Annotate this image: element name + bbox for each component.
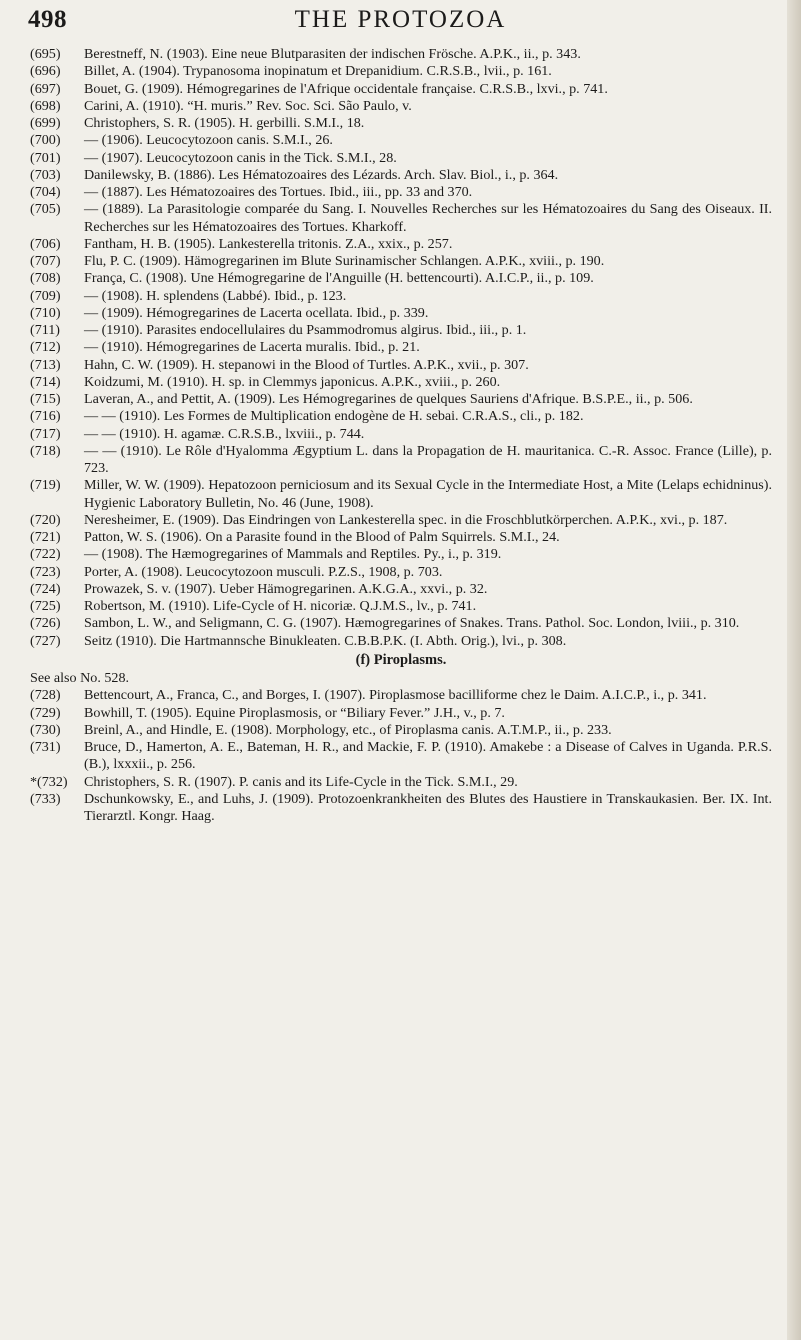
bibliography-entry xyxy=(30,512,772,529)
entry-citation: Neresheimer, E. (1909). Das Eindringen von Lankesterella spec. in die Froschblutkörperchen. A.P.K., xvi., p. 187. xyxy=(84,511,728,528)
bibliography-entry xyxy=(30,115,772,132)
entry-citation: Koidzumi, M. (1910). H. sp. in Clemmys japonicus. A.P.K., xviii., p. 260. xyxy=(84,373,501,390)
entry-citation: Flu, P. C. (1909). Hämogregarinen im Blute Surinamischer Schlangen. A.P.K., xviii., p. 190. xyxy=(84,253,605,269)
entry-citation: Laveran, A., and Pettit, A. (1909). Les Hémogregarines de quelques Sauriens d'Afrique. B.S.P.E., ii., p. 506. xyxy=(84,391,693,407)
entry-number: (703) xyxy=(30,166,61,183)
entry-citation: — — (1910). Les Formes de Multiplication endogène de H. sebai. C.R.A.S., cli., p. 182. xyxy=(84,408,584,425)
section-heading: (f) Piroplasms. xyxy=(355,651,447,668)
entry-citation: Hahn, C. W. (1909). H. stepanowi in the Blood of Turtles. A.P.K., xvii., p. 307. xyxy=(84,356,529,373)
entry-number: (701) xyxy=(30,149,61,166)
entry-citation: Breinl, A., and Hindle, E. (1908). Morphology, etc., of Piroplasma canis. A.T.M.P., ii., p. 233. xyxy=(84,721,612,738)
entry-citation: Christophers, S. R. (1905). H. gerbilli. S.M.I., 18. xyxy=(84,115,365,131)
entry-citation: — (1907). Leucocytozoon canis in the Tick. S.M.I., 28. xyxy=(84,149,397,166)
entry-number: (723) xyxy=(30,563,61,580)
bibliography-entry xyxy=(30,46,772,63)
entry-citation: Billet, A. (1904). Trypanosoma inopinatum et Drepanidium. C.R.S.B., lvii., p. 161. xyxy=(84,63,552,80)
bibliography-entry xyxy=(30,81,772,98)
bibliography-entry xyxy=(30,705,772,722)
entry-number: (713) xyxy=(30,356,61,373)
bibliography-entry xyxy=(30,598,772,615)
entry-number: (724) xyxy=(30,580,61,597)
entry-citation: França, C. (1908). Une Hémogregarine de l'Anguille (H. bettencourti). A.I.C.P., ii., p. 109. xyxy=(84,270,594,287)
entry-citation: Bowhill, T. (1905). Equine Piroplasmosis, or “Biliary Fever.” J.H., v., p. 7. xyxy=(84,704,505,721)
entry-number: (696) xyxy=(30,63,61,80)
entry-number: (716) xyxy=(30,408,61,425)
entry-citation: Patton, W. S. (1906). On a Parasite found in the Blood of Palm Squirrels. S.M.I., 24. xyxy=(84,529,560,545)
bibliography-entry xyxy=(30,581,772,598)
bibliography-entry xyxy=(30,443,772,478)
bibliography-entry xyxy=(30,687,772,704)
bibliography-entry xyxy=(30,236,772,253)
entry-number: (700) xyxy=(30,132,61,149)
bibliography-entry xyxy=(30,615,772,632)
bibliography-entry xyxy=(30,477,772,512)
entry-number: (708) xyxy=(30,270,61,287)
bibliography-entry xyxy=(30,305,772,322)
entry-citation: — (1909). Hémogregarines de Lacerta ocellata. Ibid., p. 339. xyxy=(84,304,429,321)
entry-citation: — (1910). Parasites endocellulaires du Psammodromus algirus. Ibid., iii., p. 1. xyxy=(84,322,527,338)
entry-number: (704) xyxy=(30,184,61,200)
entry-citation: Prowazek, S. v. (1907). Ueber Hämogregarinen. A.K.G.A., xxvi., p. 32. xyxy=(84,580,488,597)
bibliography xyxy=(30,46,772,825)
bibliography-entry xyxy=(30,357,772,374)
entry-citation: Dschunkowsky, E., and Luhs, J. (1909). Protozoenkrankheiten des Blutes des Haustiere in Transkaukasien. Ber. IX. Int. Tierarztl. Kongr. Haag. xyxy=(84,790,772,824)
entry-citation: Robertson, M. (1910). Life-Cycle of H. nicoriæ. Q.J.M.S., lv., p. 741. xyxy=(84,598,477,614)
bibliography-entry xyxy=(30,270,772,287)
entry-citation: — (1889). La Parasitologie comparée du Sang. I. Nouvelles Recherches sur les Hématozoaires du Sang des Oiseaux. II. Recherches sur les Hématozoaires des Tortues. Kharkoff. xyxy=(84,201,772,235)
bibliography-list-piroplasms xyxy=(30,687,772,825)
entry-citation: Danilewsky, B. (1886). Les Hématozoaires des Lézards. Arch. Slav. Biol., i., p. 364. xyxy=(84,166,559,183)
bibliography-entry xyxy=(30,339,772,356)
running-title: THE PROTOZOA xyxy=(294,6,507,33)
entry-number: (717) xyxy=(30,425,61,442)
entry-number: (707) xyxy=(30,253,61,269)
bibliography-entry xyxy=(30,98,772,115)
bibliography-entry xyxy=(30,564,772,581)
entry-number: (726) xyxy=(30,615,61,632)
entry-number: (722) xyxy=(30,546,61,563)
entry-number: (729) xyxy=(30,704,61,721)
entry-number: *(732) xyxy=(30,773,68,790)
entry-number: (698) xyxy=(30,97,61,114)
entry-citation: Fantham, H. B. (1905). Lankesterella tritonis. Z.A., xxix., p. 257. xyxy=(84,235,453,252)
bibliography-entry xyxy=(30,529,772,546)
entry-citation: — (1908). H. splendens (Labbé). Ibid., p. 123. xyxy=(84,287,347,304)
page-number: 498 xyxy=(28,6,67,33)
entry-number: (710) xyxy=(30,304,61,321)
bibliography-entry xyxy=(30,374,772,391)
entry-number: (697) xyxy=(30,80,61,97)
entry-number: (731) xyxy=(30,739,61,755)
entry-citation: Seitz (1910). Die Hartmannsche Binukleaten. C.B.B.P.K. (I. Abth. Orig.), lvi., p. 308. xyxy=(84,632,567,649)
bibliography-entry xyxy=(30,167,772,184)
entry-number: (695) xyxy=(30,46,61,62)
bibliography-entry xyxy=(30,722,772,739)
bibliography-entry xyxy=(30,150,772,167)
entry-citation: Bruce, D., Hamerton, A. E., Bateman, H. R., and Mackie, F. P. (1910). Amakebe : a Disease of Calves in Uganda. P.R.S. (B.), lxxxii., p. 256. xyxy=(84,739,772,773)
bibliography-entry xyxy=(30,408,772,425)
entry-number: (720) xyxy=(30,511,61,528)
entry-citation: — (1887). Les Hématozoaires des Tortues. Ibid., iii., pp. 33 and 370. xyxy=(84,184,473,200)
page-header xyxy=(0,0,801,40)
entry-citation: Porter, A. (1908). Leucocytozoon musculi. P.Z.S., 1908, p. 703. xyxy=(84,563,443,580)
entry-number: (705) xyxy=(30,201,61,218)
entry-number: (706) xyxy=(30,235,61,252)
entry-number: (730) xyxy=(30,721,61,738)
entry-number: (718) xyxy=(30,442,61,459)
bibliography-list-haemogregarines xyxy=(30,46,772,650)
entry-citation: Bouet, G. (1909). Hémogregarines de l'Afrique occidentale française. C.R.S.B., lxvi., p. 741. xyxy=(84,80,608,97)
entry-number: (719) xyxy=(30,477,61,494)
see-also-note: See also No. 528. xyxy=(30,670,130,686)
entry-citation: — (1908). The Hæmogregarines of Mammals and Reptiles. Py., i., p. 319. xyxy=(84,546,502,563)
bibliography-entry xyxy=(30,322,772,339)
entry-number: (714) xyxy=(30,373,61,390)
entry-number: (721) xyxy=(30,529,61,545)
bibliography-entry xyxy=(30,791,772,826)
entry-citation: — (1910). Hémogregarines de Lacerta muralis. Ibid., p. 21. xyxy=(84,339,420,356)
entry-citation: Carini, A. (1910). “H. muris.” Rev. Soc. Sci. São Paulo, v. xyxy=(84,97,412,114)
entry-citation: — — (1910). H. agamæ. C.R.S.B., lxviii., p. 744. xyxy=(84,425,365,442)
entry-citation: Miller, W. W. (1909). Hepatozoon perniciosum and its Sexual Cycle in the Intermediate Host, a Mite (Lelaps echidninus). Hygienic Laboratory Bulletin, No. 46 (June, 1908). xyxy=(84,477,772,511)
entry-citation: Berestneff, N. (1903). Eine neue Blutparasiten der indischen Frösche. A.P.K., ii., p. 343. xyxy=(84,46,581,62)
bibliography-entry xyxy=(30,288,772,305)
bibliography-entry xyxy=(30,63,772,80)
entry-number: (699) xyxy=(30,115,61,131)
bibliography-entry xyxy=(30,201,772,236)
bibliography-entry xyxy=(30,391,772,408)
entry-citation: — (1906). Leucocytozoon canis. S.M.I., 26. xyxy=(84,132,333,149)
entry-number: (709) xyxy=(30,287,61,304)
bibliography-entry xyxy=(30,426,772,443)
bibliography-entry xyxy=(30,253,772,270)
page-edge-shadow xyxy=(787,0,801,1340)
entry-citation: Sambon, L. W., and Seligmann, C. G. (1907). Hæmogregarines of Snakes. Trans. Pathol. Soc. London, lviii., p. 310. xyxy=(84,615,740,632)
entry-citation: — — (1910). Le Rôle d'Hyalomma Ægyptium L. dans la Propagation de H. mauritanica. C.-R. Assoc. France (Lille), p. 723. xyxy=(84,442,772,476)
entry-citation: Christophers, S. R. (1907). P. canis and its Life-Cycle in the Tick. S.M.I., 29. xyxy=(84,773,518,790)
entry-number: (727) xyxy=(30,632,61,649)
entry-number: (715) xyxy=(30,391,61,407)
entry-number: (712) xyxy=(30,339,61,356)
entry-number: (725) xyxy=(30,598,61,614)
bibliography-entry xyxy=(30,633,772,650)
bibliography-entry xyxy=(30,546,772,563)
entry-number: (711) xyxy=(30,322,61,338)
bibliography-entry xyxy=(30,774,772,791)
entry-number: (728) xyxy=(30,687,61,704)
bibliography-entry xyxy=(30,184,772,201)
entry-number: (733) xyxy=(30,790,61,807)
bibliography-entry xyxy=(30,739,772,774)
bibliography-entry xyxy=(30,132,772,149)
entry-citation: Bettencourt, A., Franca, C., and Borges, I. (1907). Piroplasmose bacilliforme chez le Daim. A.I.C.P., i., p. 341. xyxy=(84,687,707,704)
